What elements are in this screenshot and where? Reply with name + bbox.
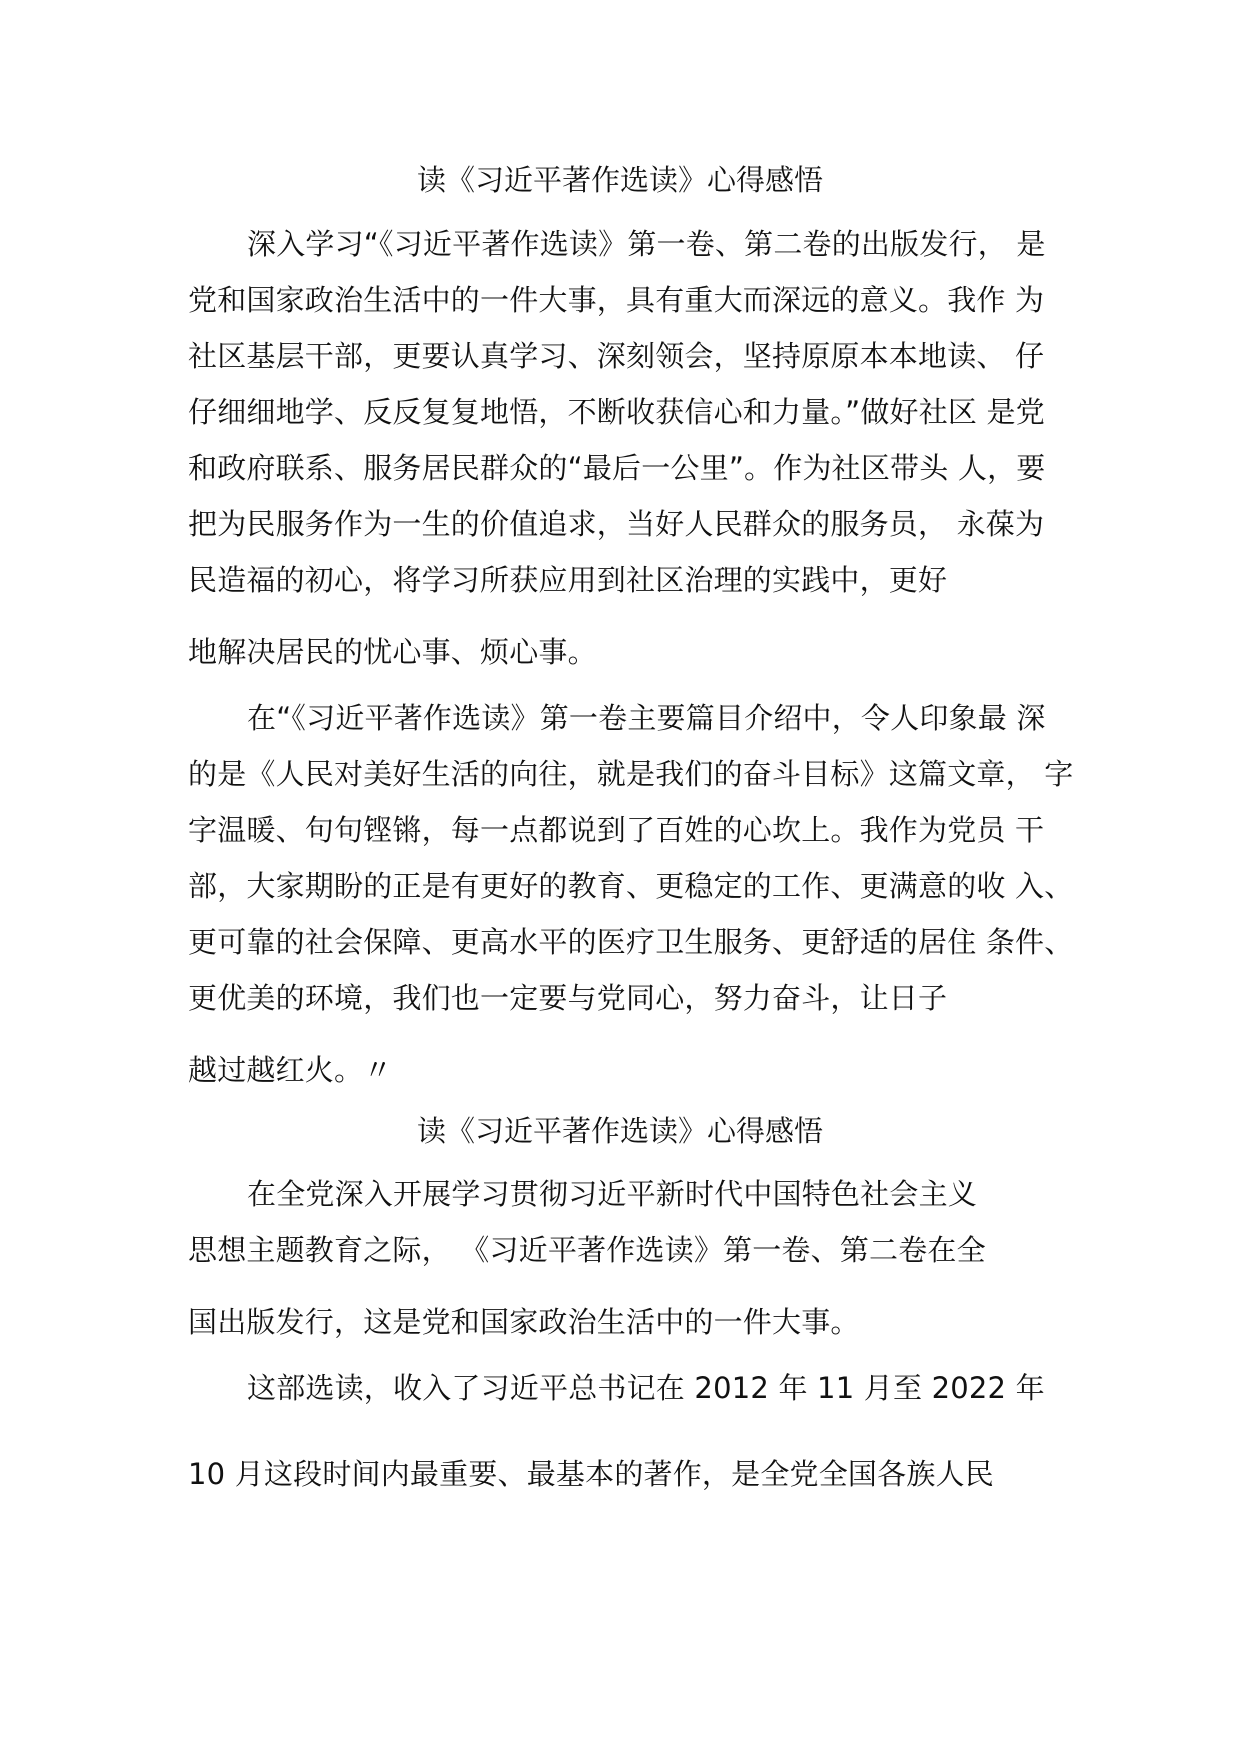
- section-1-paragraph-2-line-3: 字温暖、句句铿锵，每一点都说到了百姓的心坎上。我作为党员 干: [188, 813, 1045, 847]
- section-1-paragraph-1-line-7: 民造福的初心，将学习所获应用到社区治理的实践中，更好: [188, 563, 948, 597]
- section-1-paragraph-2-line-4: 部，大家期盼的正是有更好的教育、更稳定的工作、更满意的收 入、: [188, 869, 1074, 903]
- section-1-paragraph-1-line-1: 深入学习“《习近平著作选读》第一卷、第二卷的出版发行， 是: [247, 227, 1046, 261]
- section-1-title: 读《习近平著作选读》心得感悟: [416, 163, 823, 197]
- section-2-paragraph-1-line-1: 在全党深入开展学习贯彻习近平新时代中国特色社会主义: [247, 1177, 978, 1211]
- section-2-paragraph-1-line-2: 思想主题教育之际， 《习近平著作选读》第一卷、第二卷在全: [188, 1233, 986, 1267]
- section-2-paragraph-1-line-3: 国出版发行，这是党和国家政治生活中的一件大事。: [188, 1305, 860, 1339]
- section-2-paragraph-2-line-2: 10 月这段时间内最重要、最基本的著作，是全党全国各族人民: [188, 1457, 994, 1491]
- section-1-paragraph-1-line-6: 把为民服务作为一生的价值追求，当好人民群众的服务员， 永葆为: [188, 507, 1045, 541]
- section-1-paragraph-1-line-5: 和政府联系、服务居民群众的“最后一公里”。作为社区带头 人，要: [188, 451, 1046, 485]
- section-2-paragraph-2-line-1: 这部选读，收入了习近平总书记在 2012 年 11 月至 2022 年: [247, 1371, 1045, 1405]
- section-1-paragraph-2-line-7: 越过越红火。〃: [188, 1053, 393, 1087]
- section-1-paragraph-1-line-3: 社区基层干部，更要认真学习、深刻领会，坚持原原本本地读、 仔: [188, 339, 1045, 373]
- section-2-title: 读《习近平著作选读》心得感悟: [416, 1114, 823, 1148]
- section-1-paragraph-1-line-4: 仔细细地学、反反复复地悟，不断收获信心和力量。”做好社区 是党: [188, 395, 1045, 429]
- section-1-paragraph-2-line-1: 在“《习近平著作选读》第一卷主要篇目介绍中，令人印象最 深: [247, 701, 1046, 735]
- section-1-paragraph-2-line-6: 更优美的环境，我们也一定要与党同心，努力奋斗，让日子: [188, 981, 948, 1015]
- section-1-paragraph-2-line-5: 更可靠的社会保障、更高水平的医疗卫生服务、更舒适的居住 条件、: [188, 925, 1074, 959]
- section-1-paragraph-1-line-2: 党和国家政治生活中的一件大事，具有重大而深远的意义。我作 为: [188, 283, 1045, 317]
- section-1-paragraph-1-line-8: 地解决居民的忧心事、烦心事。: [188, 635, 597, 669]
- section-1-paragraph-2-line-2: 的是《人民对美好生活的向往，就是我们的奋斗目标》这篇文章， 字: [188, 757, 1074, 791]
